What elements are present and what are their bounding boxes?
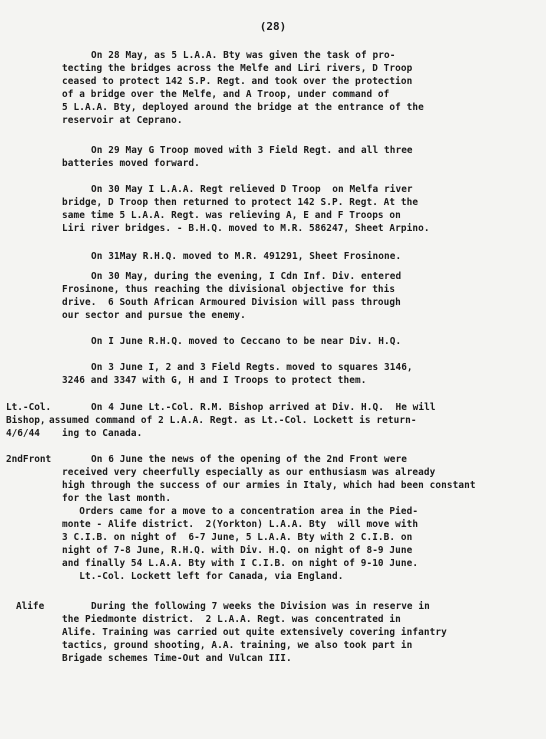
- text-line: 5 L.A.A. Bty, deployed around the bridge at the entrance of the: [62, 102, 424, 113]
- text-line: and finally 54 L.A.A. Bty with I C.I.B. on night of 9-10 June.: [62, 558, 419, 569]
- text-line: ceased to protect 142 S.P. Regt. and took over the protection: [62, 76, 413, 87]
- text-line: 3 C.I.B. on night of 6-7 June, 5 L.A.A. Bty with 2 C.I.B. on: [62, 532, 413, 543]
- text-line: ing to Canada.: [62, 428, 143, 439]
- text-line: assumed command of 2 L.A.A. Regt. as Lt.-Col. Lockett is return-: [49, 415, 417, 426]
- text-line: On 6 June the news of the opening of the 2nd Front were: [91, 454, 407, 465]
- text-line: monte - Alife district. 2(Yorkton) L.A.A. Bty will move with: [62, 519, 419, 530]
- text-line: On 31May R.H.Q. moved to M.R. 491291, Sheet Frosinone.: [91, 251, 402, 262]
- text-line: tactics, ground shooting, A.A. training, we also took part in: [62, 640, 413, 651]
- text-line: reservoir at Ceprano.: [62, 115, 183, 126]
- text-line: 3246 and 3347 with G, H and I Troops to protect them.: [62, 375, 367, 386]
- text-line: received very cheerfully especially as our enthusiasm was already: [62, 467, 436, 478]
- margin-note: Alife: [16, 601, 45, 612]
- text-line: tecting the bridges across the Melfe and Liri rivers, D Troop: [62, 63, 413, 74]
- text-line: Alife. Training was carried out quite extensively covering infantry: [62, 627, 447, 638]
- margin-note: Lt.-Col.: [6, 402, 52, 413]
- text-line: Orders came for a move to a concentration area in the Pied-: [62, 506, 419, 517]
- text-line: the Piedmonte district. 2 L.A.A. Regt. was concentrated in: [62, 614, 401, 625]
- text-line: Frosinone, thus reaching the divisional objective for this: [62, 284, 396, 295]
- text-line: bridge, D Troop then returned to protect 142 S.P. Regt. At the: [62, 197, 419, 208]
- margin-note: Bishop,: [6, 415, 46, 426]
- text-line: On 28 May, as 5 L.A.A. Bty was given the task of pro-: [91, 50, 396, 61]
- text-line: of a bridge over the Melfe, and A Troop, under command of: [62, 89, 390, 100]
- text-line: batteries moved forward.: [62, 158, 200, 169]
- page-number: (28): [259, 20, 287, 33]
- text-line: On 30 May I L.A.A. Regt relieved D Troop on Melfa river: [91, 184, 413, 195]
- text-line: On 30 May, during the evening, I Cdn Inf. Div. entered: [91, 271, 402, 282]
- text-line: high through the success of our armies in Italy, which had been constant: [62, 480, 476, 491]
- text-line: night of 7-8 June, R.H.Q. with Div. H.Q. on night of 8-9 June: [62, 545, 413, 556]
- text-line: On I June R.H.Q. moved to Ceccano to be near Div. H.Q.: [91, 336, 402, 347]
- text-line: On 29 May G Troop moved with 3 Field Regt. and all three: [91, 145, 413, 156]
- margin-note: 2ndFront: [6, 454, 52, 465]
- text-line: same time 5 L.A.A. Regt. was relieving A, E and F Troops on: [62, 210, 401, 221]
- text-line: for the last month.: [62, 493, 172, 504]
- text-line: On 3 June I, 2 and 3 Field Regts. moved to squares 3146,: [91, 362, 413, 373]
- text-line: Lt.-Col. Lockett left for Canada, via England.: [62, 571, 344, 582]
- text-line: Liri river bridges. - B.H.Q. moved to M.R. 586247, Sheet Arpino.: [62, 223, 430, 234]
- text-line: drive. 6 South African Armoured Division will pass through: [62, 297, 401, 308]
- text-line: During the following 7 weeks the Division was in reserve in: [91, 601, 430, 612]
- text-line: On 4 June Lt.-Col. R.M. Bishop arrived at Div. H.Q. He will: [91, 402, 436, 413]
- text-line: our sector and pursue the enemy.: [62, 310, 246, 321]
- margin-note: 4/6/44: [6, 428, 40, 439]
- text-line: Brigade schemes Time-Out and Vulcan III.: [62, 653, 292, 664]
